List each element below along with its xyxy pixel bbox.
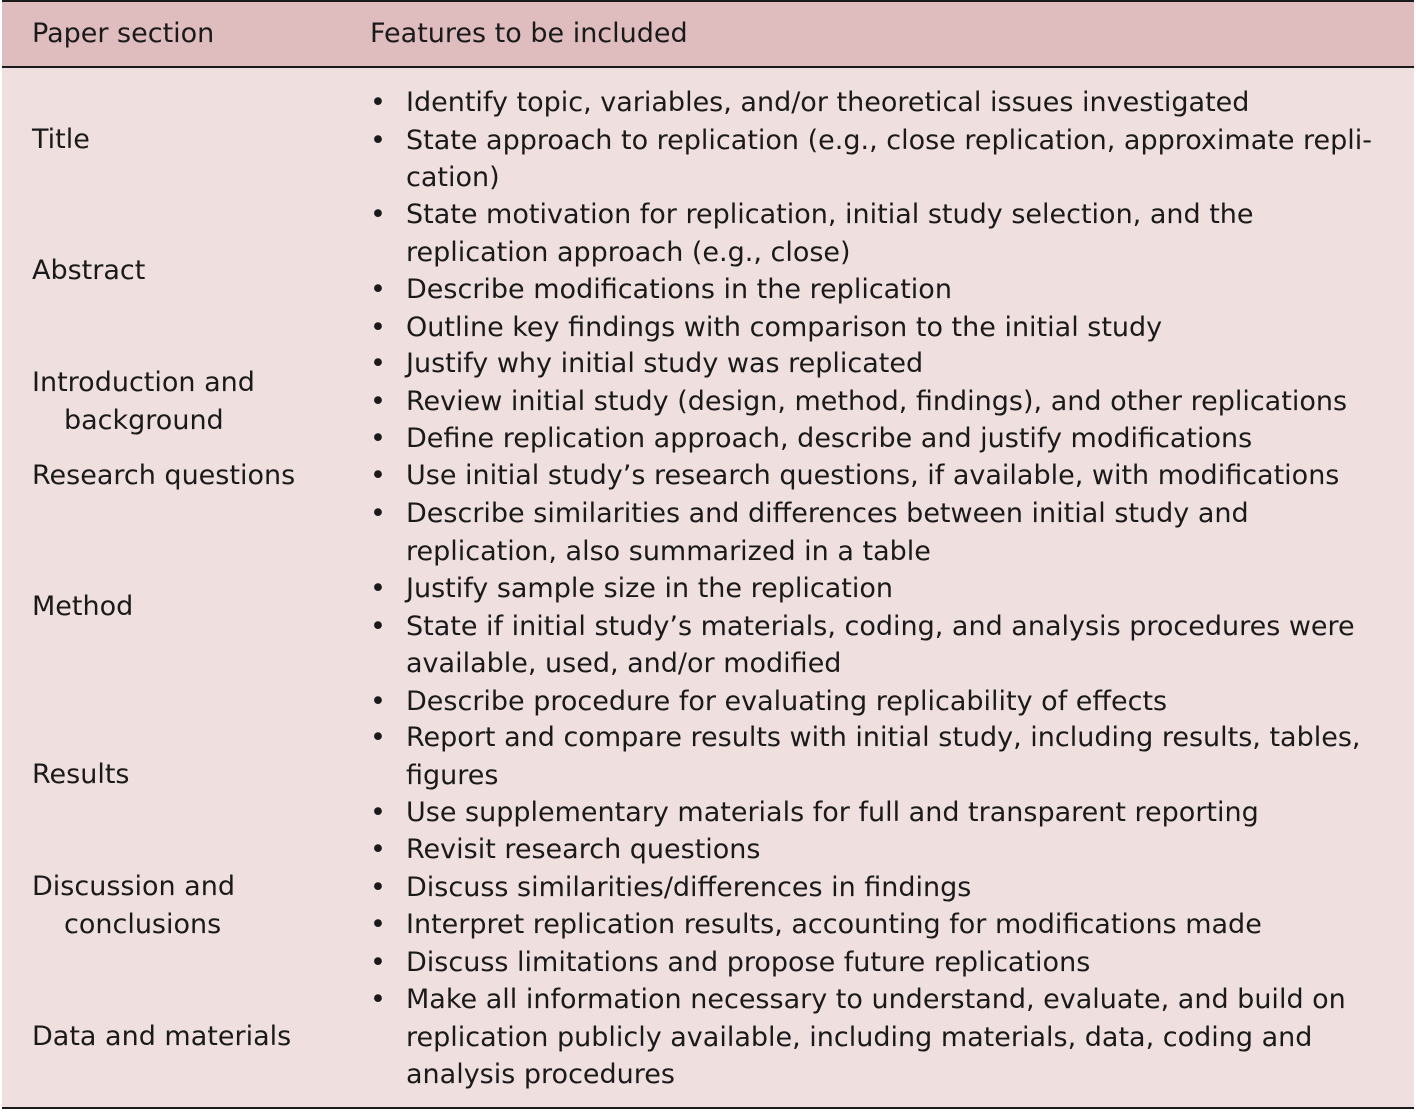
replication-reporting-table <box>2 0 1414 1110</box>
header-features: Features to be included <box>370 18 688 49</box>
features-discussion <box>370 831 1400 981</box>
section-discussion: Discussion and conclusions <box>32 871 235 940</box>
list-item: • Justify sample size in the replication <box>370 570 1400 608</box>
list-item: • Discuss similarities/differences in findings <box>370 869 1400 907</box>
list-item: • Make all information necessary to understand, evaluate, and build on replication publicly available, including materials, data, coding and analysis procedures <box>370 981 1400 1094</box>
section-abstract: Abstract <box>32 255 146 286</box>
list-item: • Describe similarities and differences between initial study and replication, also summarized in a table <box>370 495 1400 570</box>
list-item: • Describe modifications in the replication <box>370 271 1400 309</box>
features-results <box>370 719 1400 832</box>
features-data-materials <box>370 981 1400 1094</box>
list-item: • Discuss limitations and propose future replications <box>370 944 1400 982</box>
list-item: • Revisit research questions <box>370 831 1400 869</box>
features-abstract <box>370 196 1400 346</box>
section-title: Title <box>32 124 90 155</box>
list-item: • Describe procedure for evaluating replicability of effects <box>370 683 1400 721</box>
list-item: • Use supplementary materials for full and transparent reporting <box>370 794 1400 832</box>
section-data-materials: Data and materials <box>32 1021 292 1052</box>
list-item: • Review initial study (design, method, findings), and other replications <box>370 383 1400 421</box>
list-item: • Justify why initial study was replicated <box>370 345 1400 383</box>
features-research-questions <box>370 457 1400 495</box>
list-item: • State motivation for replication, initial study selection, and the replication approach (e.g., close) <box>370 196 1400 271</box>
header-paper-section: Paper section <box>32 18 215 49</box>
section-results: Results <box>32 759 130 790</box>
list-item: • Interpret replication results, accounting for modifications made <box>370 906 1400 944</box>
list-item-text: State approach to replication (e.g., close replication, approximate repli-cation) <box>406 124 1373 193</box>
table-header-row <box>2 2 1414 66</box>
list-item: • Identify topic, variables, and/or theoretical issues investigated <box>370 84 1400 122</box>
features-title <box>370 84 1400 197</box>
section-introduction: Introduction and background <box>32 367 255 436</box>
list-item: • Report and compare results with initial study, including results, tables, figures <box>370 719 1400 794</box>
list-item: • Outline key findings with comparison to the initial study <box>370 309 1400 347</box>
table-bottom-rule <box>2 1107 1414 1109</box>
list-item: • Define replication approach, describe and justify modifications <box>370 420 1400 458</box>
features-method <box>370 495 1400 720</box>
section-research-questions: Research questions <box>32 460 296 491</box>
section-method: Method <box>32 591 134 622</box>
list-item: • Use initial study’s research questions, if available, with modifications <box>370 457 1400 495</box>
features-introduction <box>370 345 1400 458</box>
list-item <box>370 122 1400 197</box>
list-item: • State if initial study’s materials, coding, and analysis procedures were available, used, and/or modified <box>370 608 1400 683</box>
